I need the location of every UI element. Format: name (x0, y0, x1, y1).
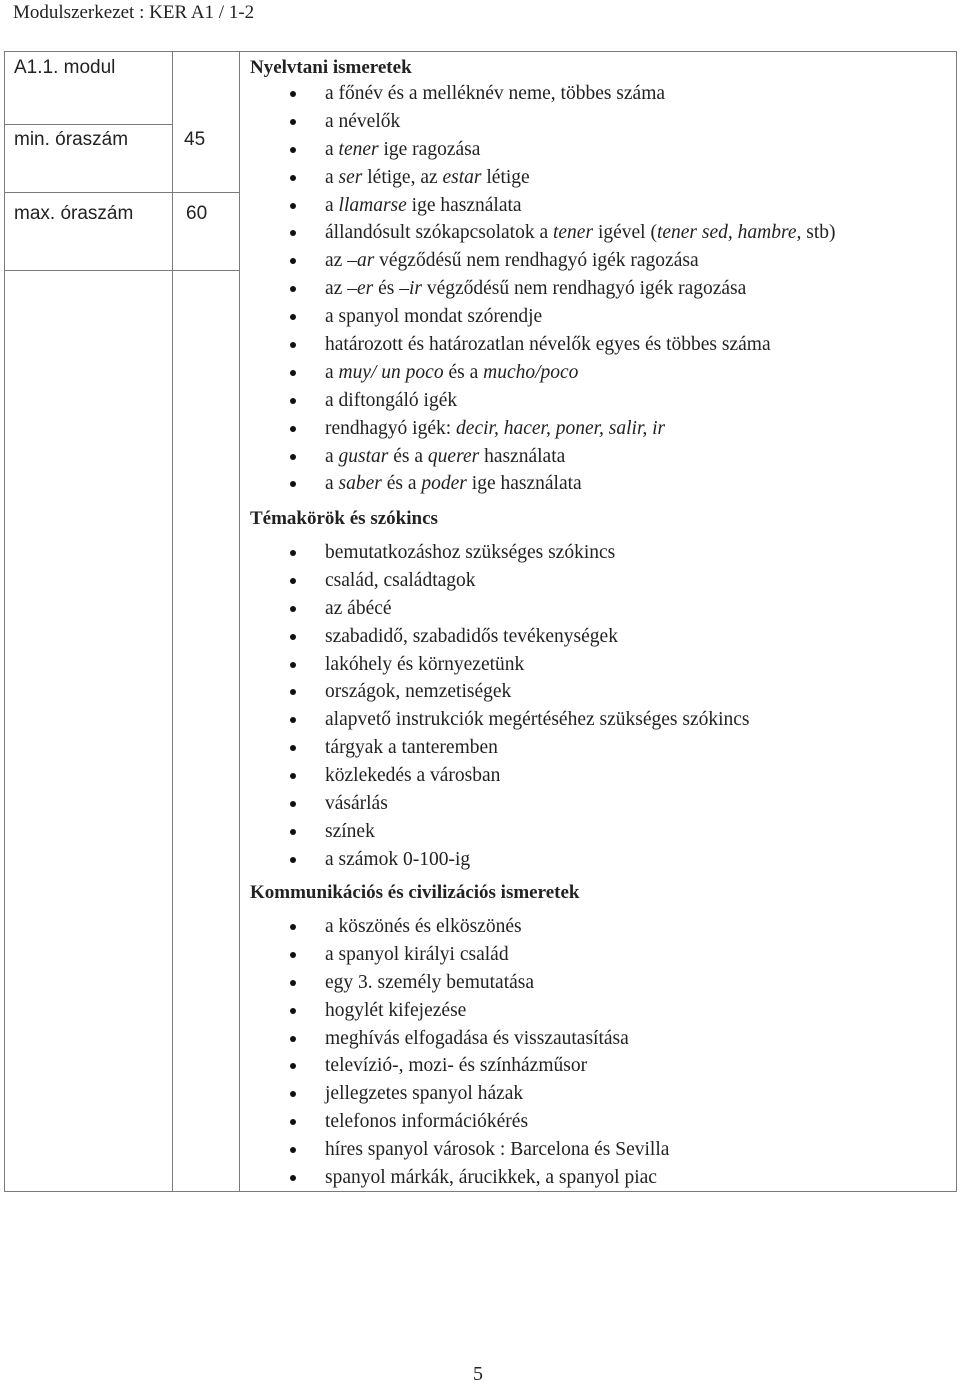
page-number: 5 (473, 1363, 483, 1385)
bullet-icon (290, 258, 296, 264)
list-item: közlekedés a városban (0, 762, 700, 790)
list-item: vásárlás (0, 790, 700, 818)
section-heading-topics: Témakörök és szókincs (250, 508, 438, 529)
bullet-icon (290, 634, 296, 640)
min-hours-value: 45 (184, 129, 206, 150)
bullet-icon (290, 1091, 296, 1097)
bullet-icon (290, 91, 296, 97)
list-item: a ser létige, az estar létige (0, 164, 700, 192)
min-hours-label: min. óraszám (14, 129, 129, 150)
bullet-icon (290, 662, 296, 668)
bullet-icon (290, 924, 296, 930)
bullet-icon (290, 342, 296, 348)
list-item: a főnév és a melléknév neme, többes száma (0, 80, 700, 108)
list-item: a saber és a poder ige használata (0, 470, 700, 498)
list-item: határozott és határozatlan névelők egyes és többes száma (0, 331, 700, 359)
list-item: televízió-, mozi- és színházműsor (0, 1052, 700, 1080)
list-item: rendhagyó igék: decir, hacer, poner, salir, ir (0, 415, 700, 443)
bullet-icon (290, 481, 296, 487)
list-item: bemutatkozáshoz szükséges szókincs (0, 539, 700, 567)
list-item: hogylét kifejezése (0, 997, 700, 1025)
list-item: híres spanyol városok : Barcelona és Sevilla (0, 1136, 700, 1164)
list-item: a diftongáló igék (0, 387, 700, 415)
bullet-icon (290, 370, 296, 376)
bullet-icon (290, 147, 296, 153)
list-item: meghívás elfogadása és visszautasítása (0, 1025, 700, 1053)
topics-list (0, 539, 750, 874)
bullet-icon (290, 203, 296, 209)
list-item: állandósult szókapcsolatok a tener igével (tener sed, hambre, stb) (0, 219, 700, 247)
bullet-icon (290, 1036, 296, 1042)
bullet-icon (290, 1175, 296, 1181)
bullet-icon (290, 829, 296, 835)
section-heading-communication: Kommunikációs és civilizációs ismeretek (250, 882, 580, 903)
list-item: az –er és –ir végződésű nem rendhagyó igék ragozása (0, 275, 700, 303)
list-item: egy 3. személy bemutatása (0, 969, 700, 997)
list-item: az ábécé (0, 595, 700, 623)
list-item: a muy/ un poco és a mucho/poco (0, 359, 700, 387)
list-item: a köszönés és elköszönés (0, 913, 700, 941)
bullet-icon (290, 1147, 296, 1153)
page-title: Modulszerkezet : KER A1 / 1-2 (13, 2, 255, 23)
list-item: jellegzetes spanyol házak (0, 1080, 700, 1108)
list-item: tárgyak a tanteremben (0, 734, 700, 762)
bullet-icon (290, 801, 296, 807)
list-item: lakóhely és környezetünk (0, 651, 700, 679)
max-hours-value: 60 (186, 203, 208, 224)
list-item: a spanyol mondat szórendje (0, 303, 700, 331)
list-item: az –ar végződésű nem rendhagyó igék ragozása (0, 247, 700, 275)
max-hours-label: max. óraszám (14, 203, 134, 224)
list-item: a számok 0-100-ig (0, 846, 700, 874)
list-item: telefonos információkérés (0, 1108, 700, 1136)
list-item: országok, nemzetiségek (0, 678, 700, 706)
list-item: család, családtagok (0, 567, 700, 595)
grammar-list (0, 80, 836, 498)
bullet-icon (290, 426, 296, 432)
section-heading-grammar: Nyelvtani ismeretek (250, 57, 412, 78)
bullet-icon (290, 773, 296, 779)
list-item: színek (0, 818, 700, 846)
list-item: a névelők (0, 108, 700, 136)
bullet-icon (290, 550, 296, 556)
list-item: alapvető instrukciók megértéséhez szükséges szókincs (0, 706, 700, 734)
bullet-icon (290, 952, 296, 958)
list-item: a llamarse ige használata (0, 192, 700, 220)
bullet-icon (290, 717, 296, 723)
bullet-icon (290, 606, 296, 612)
bullet-icon (290, 980, 296, 986)
bullet-icon (290, 119, 296, 125)
bullet-icon (290, 689, 296, 695)
bullet-icon (290, 314, 296, 320)
bullet-icon (290, 578, 296, 584)
bullet-icon (290, 1063, 296, 1069)
list-item: a spanyol királyi család (0, 941, 700, 969)
bullet-icon (290, 230, 296, 236)
bullet-icon (290, 745, 296, 751)
bullet-icon (290, 1119, 296, 1125)
list-item: szabadidő, szabadidős tevékenységek (0, 623, 700, 651)
list-item: a tener ige ragozása (0, 136, 700, 164)
bullet-icon (290, 175, 296, 181)
bullet-icon (290, 398, 296, 404)
bullet-icon (290, 1008, 296, 1014)
bullet-icon (290, 454, 296, 460)
list-item: a gustar és a querer használata (0, 443, 700, 471)
module-name: A1.1. modul (14, 57, 116, 78)
bullet-icon (290, 286, 296, 292)
list-item: spanyol márkák, árucikkek, a spanyol piac (0, 1164, 700, 1192)
bullet-icon (290, 857, 296, 863)
communication-list (0, 913, 700, 1192)
